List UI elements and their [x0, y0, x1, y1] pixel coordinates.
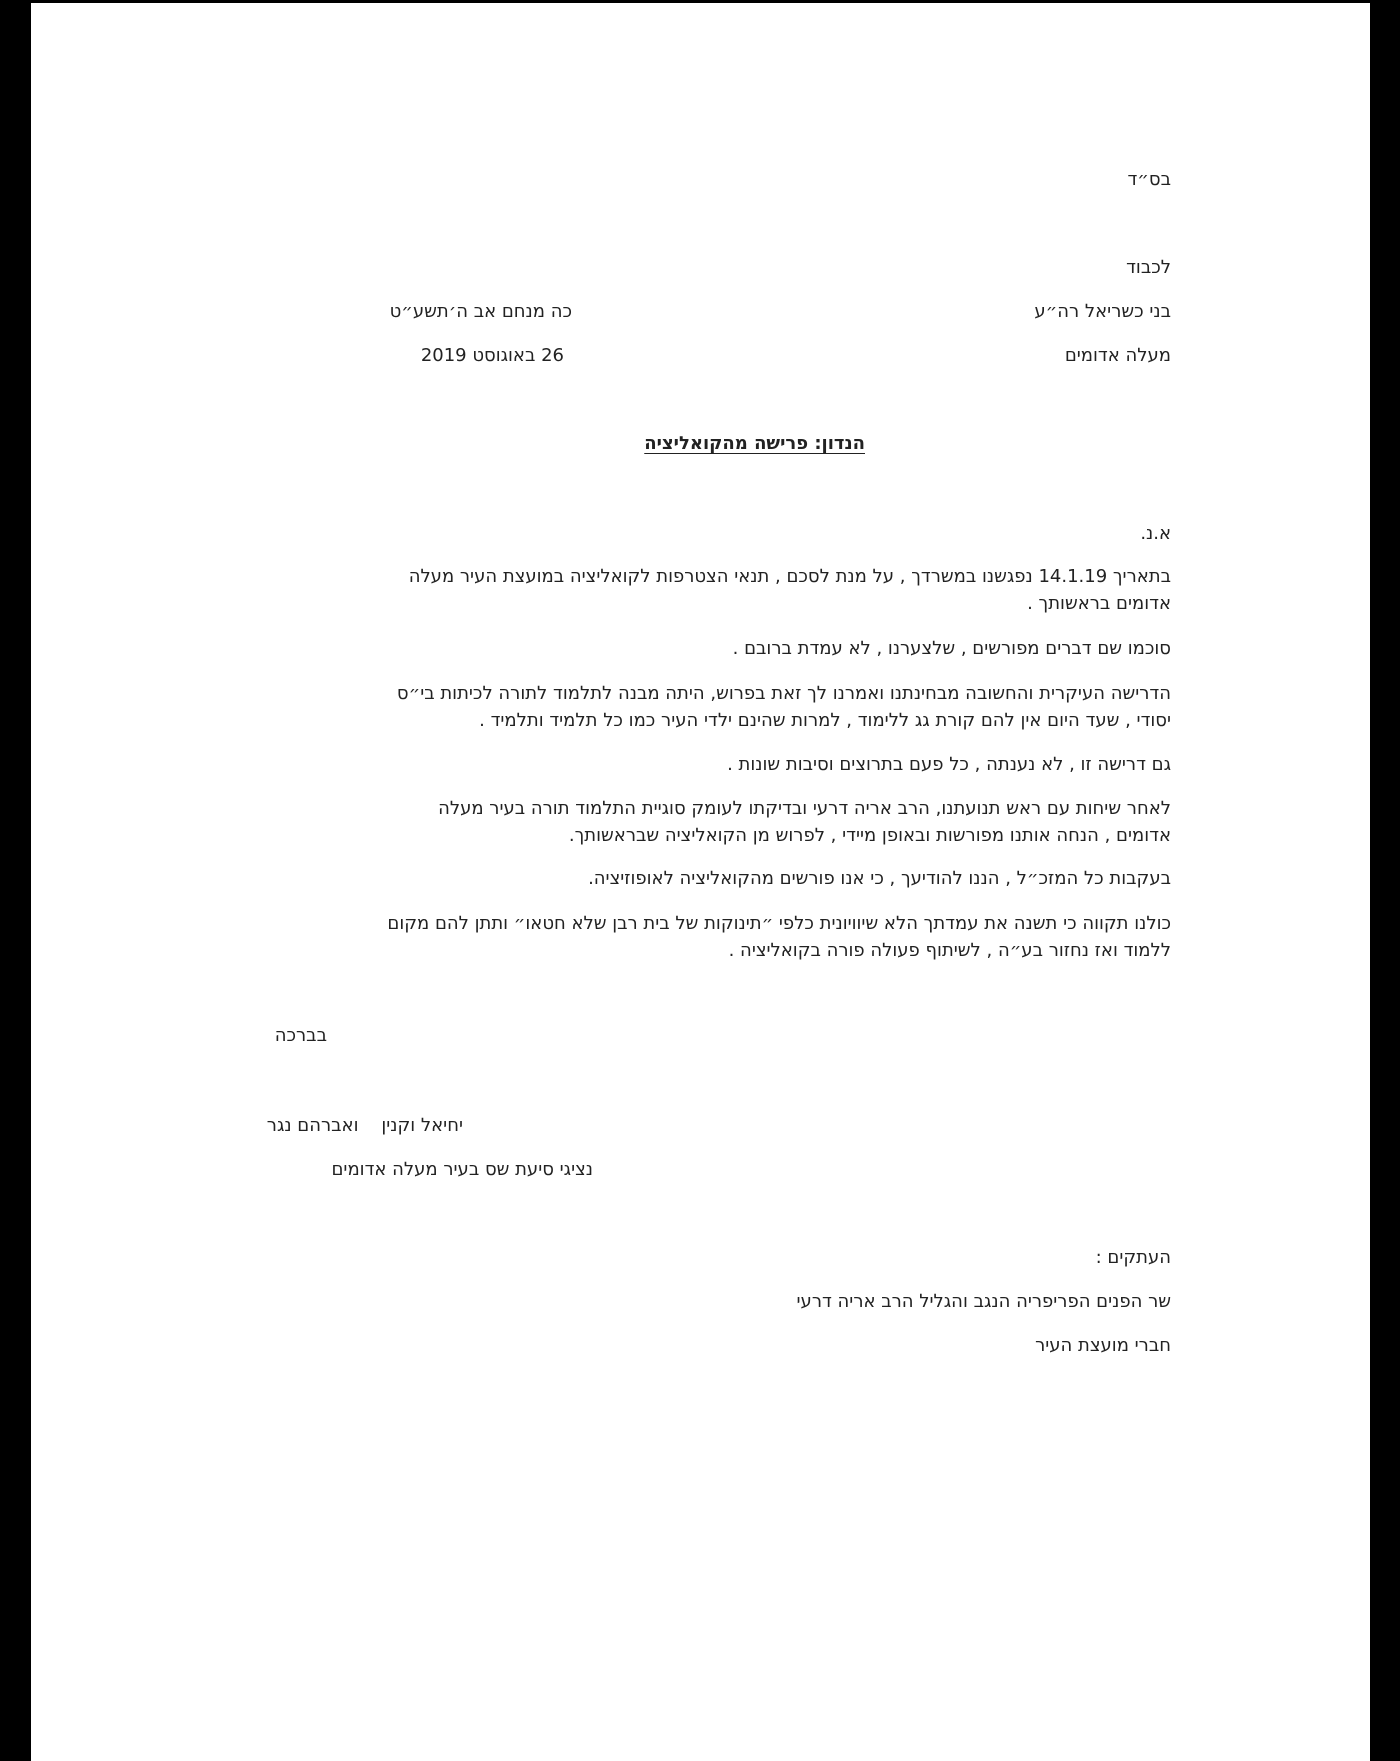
- signatories-title: נציגי סיעת שס בעיר מעלה אדומים: [331, 1159, 593, 1180]
- subject-line: הנדון: פרישה מהקואליציה: [644, 433, 865, 454]
- body-paragraph-3: [397, 680, 1171, 734]
- body-line: יסודי , שעד היום אין להם קורת גג ללימוד , למרות שהינם ילדי העיר כמו כל תלמיד ותלמיד .: [479, 710, 1171, 731]
- addressee-city: מעלה אדומים: [1064, 345, 1171, 366]
- copies-heading: העתקים :: [1095, 1247, 1171, 1268]
- body-line: כולנו תקווה כי תשנה את עמדתך הלא שיוויונית כלפי ״תינוקות של בית רבן שלא חטאו״ ותתן להם מקום: [387, 913, 1171, 934]
- body-line: בתאריך 14.1.19 נפגשנו במשרדך , על מנת לסכם , תנאי הצטרפות לקואליציה במועצת העיר מעלה: [408, 566, 1171, 587]
- religious-mark: בס״ד: [1127, 169, 1171, 190]
- body-paragraph-6: [588, 865, 1171, 892]
- body-line: גם דרישה זו , לא נענתה , כל פעם בתרוצים וסיבות שונות .: [727, 754, 1171, 775]
- copies-recipient: חברי מועצת העיר: [1035, 1335, 1171, 1356]
- closing-greeting: בברכה: [274, 1025, 327, 1046]
- addressee-prefix: לכבוד: [1126, 257, 1171, 278]
- signatories: יחיאל וקנין ואברהם נגר: [266, 1115, 463, 1136]
- gregorian-date: 26 באוגוסט 2019: [420, 345, 564, 366]
- body-paragraph-2: [733, 635, 1171, 662]
- copies-recipient: שר הפנים הפריפריה הנגב והגליל הרב אריה דרעי: [796, 1291, 1171, 1312]
- letter-page: [31, 3, 1370, 1761]
- body-line: בעקבות כל המזכ״ל , הננו להודיעך , כי אנו פורשים מהקואליציה לאופוזיציה.: [588, 868, 1171, 889]
- body-line: אדומים , הנחה אותנו מפורשות ובאופן מיידי , לפרוש מן הקואליציה שבראשותך.: [568, 825, 1171, 846]
- body-line: הדרישה העיקרית והחשובה מבחינתנו ואמרנו לך זאת בפרוש, היתה מבנה לתלמוד לתורה לכיתות בי״ס: [396, 683, 1171, 704]
- body-paragraph-5: [438, 795, 1171, 849]
- body-paragraph-4: [727, 751, 1171, 778]
- body-paragraph-1: [409, 563, 1171, 617]
- salutation: א.נ.: [1140, 523, 1171, 544]
- body-line: אדומים בראשותך .: [1027, 593, 1171, 614]
- hebrew-date: כה מנחם אב ה׳תשע״ט: [389, 301, 572, 322]
- addressee-name: בני כשריאל רה״ע: [1034, 301, 1171, 322]
- body-line: לאחר שיחות עם ראש תנועתנו, הרב אריה דרעי ובדיקתו לעומק סוגיית התלמוד תורה בעיר מעלה: [438, 798, 1171, 819]
- body-paragraph-7: [387, 910, 1171, 964]
- body-line: סוכמו שם דברים מפורשים , שלצערנו , לא עמדת ברובם .: [732, 638, 1171, 659]
- body-line: ללמוד ואז נחזור בע״ה , לשיתוף פעולה פורה בקואליציה .: [728, 940, 1171, 961]
